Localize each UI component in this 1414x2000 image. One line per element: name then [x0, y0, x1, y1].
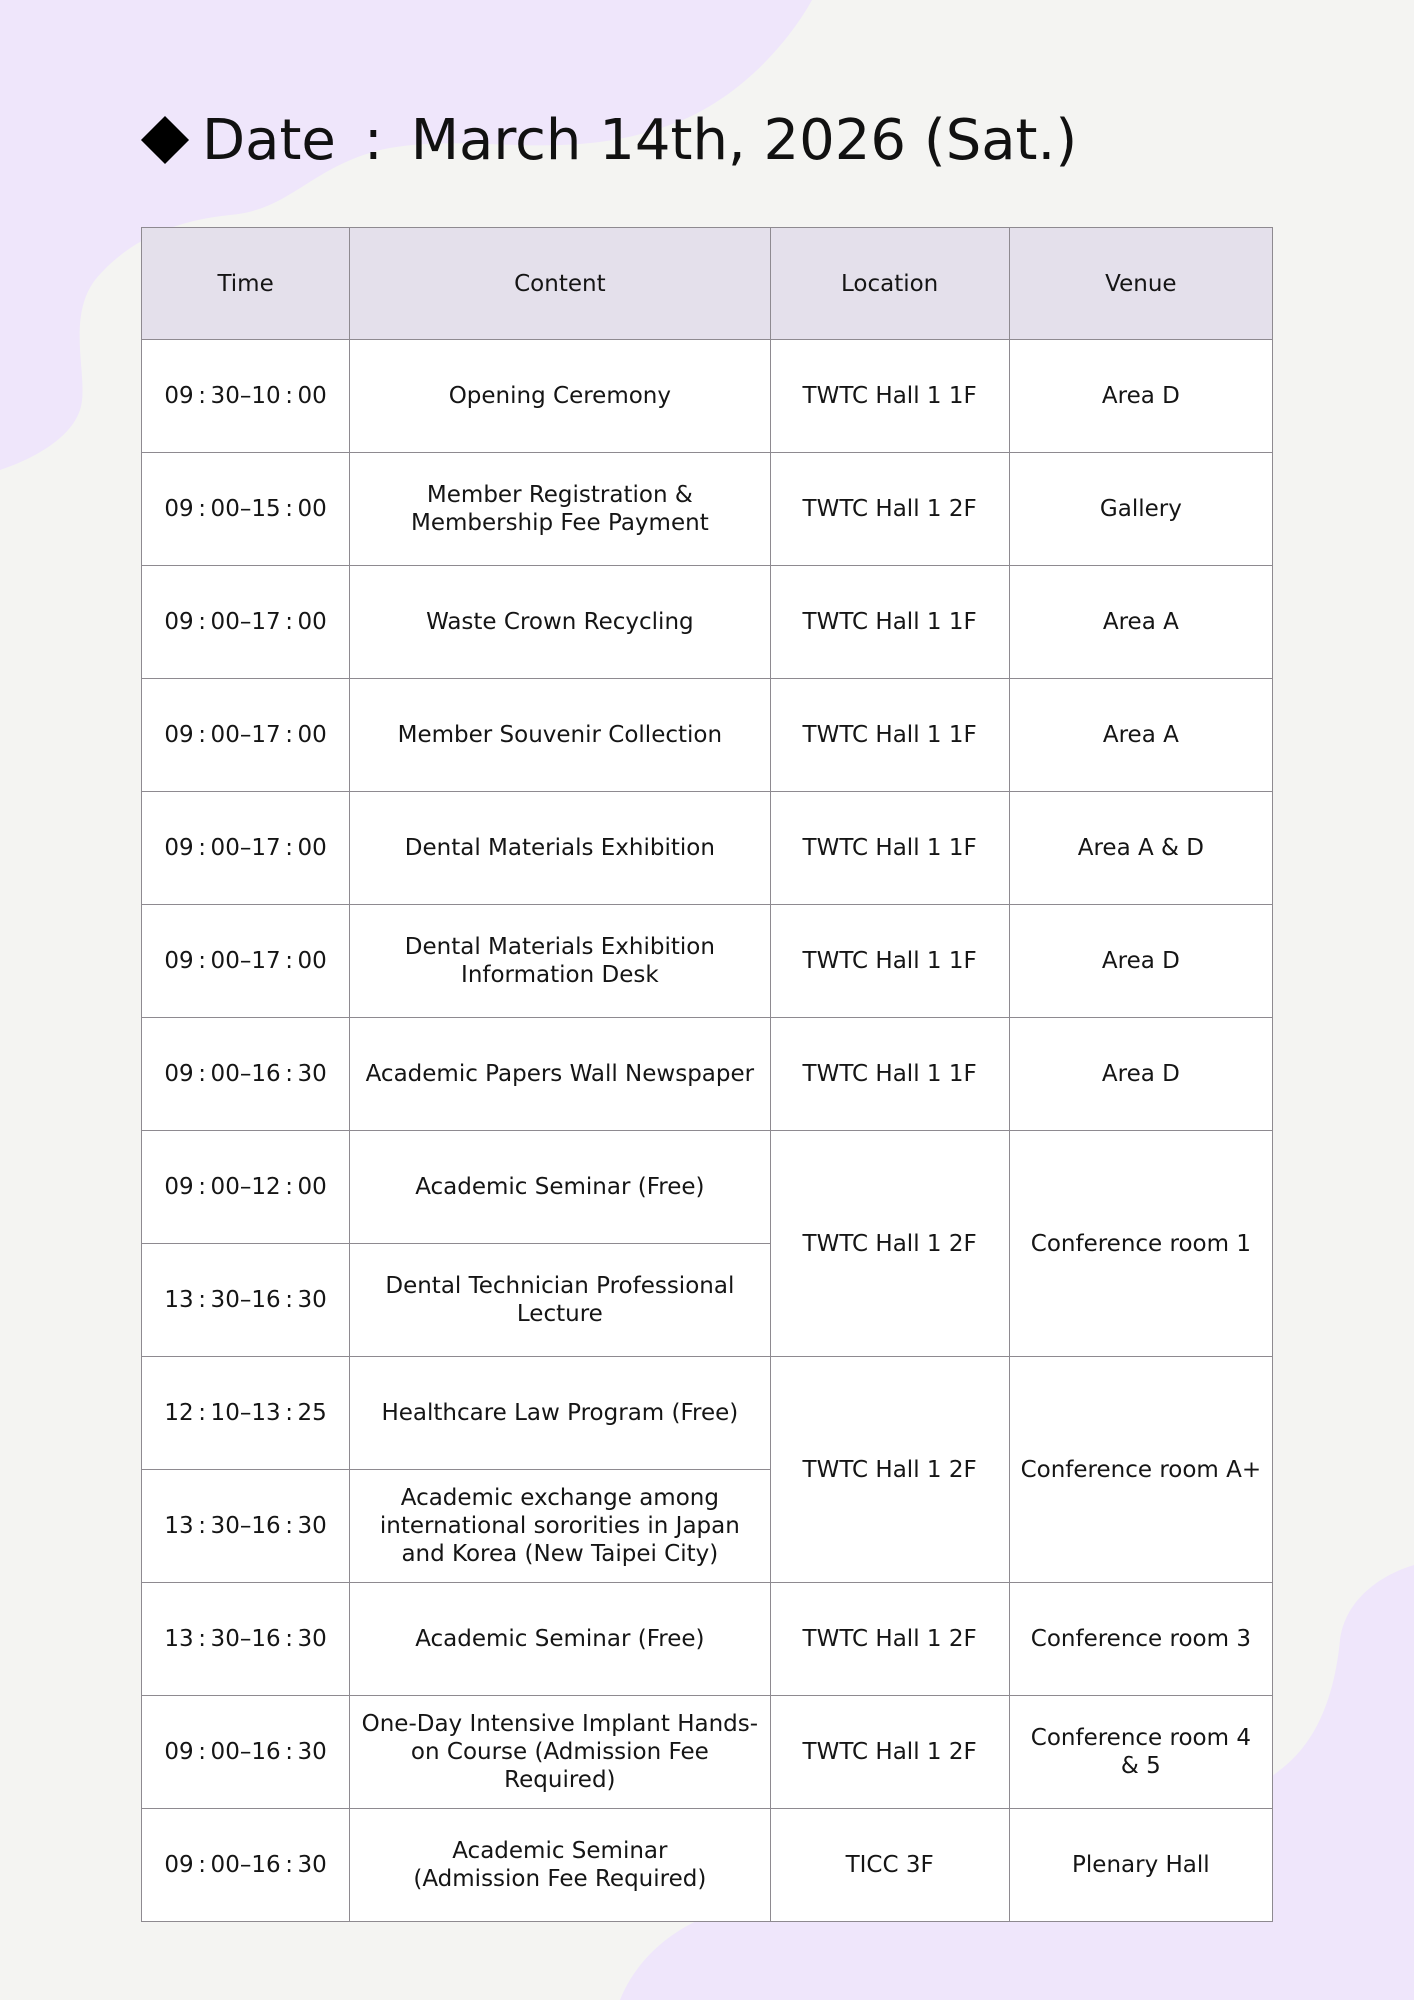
time-cell: 09 : 00–16 : 30 — [142, 1809, 350, 1922]
content-cell — [350, 453, 770, 566]
table-row — [142, 905, 1273, 1018]
cell-text-line: Lecture — [516, 1301, 603, 1327]
table-row — [142, 566, 1273, 679]
cell-text-line: Member Souvenir Collection — [397, 722, 723, 748]
table-row — [142, 1696, 1273, 1809]
table-row — [142, 1809, 1273, 1922]
cell-text-line: Waste Crown Recycling — [426, 609, 694, 635]
table-row — [142, 1357, 1273, 1470]
location-cell: TWTC Hall 1 1F — [770, 792, 1009, 905]
cell-text-line: Member Registration & — [426, 482, 693, 508]
page-title-text: Date : March 14th, 2026 (Sat.) — [202, 107, 1078, 173]
location-cell: TWTC Hall 1 1F — [770, 1018, 1009, 1131]
table-row — [142, 679, 1273, 792]
content-cell — [350, 566, 770, 679]
venue-cell — [1009, 792, 1272, 905]
cell-text-line: Conference room 4 — [1030, 1725, 1251, 1751]
table-row — [142, 1018, 1273, 1131]
table-row — [142, 792, 1273, 905]
content-cell — [350, 1131, 770, 1244]
cell-text-line: Information Desk — [461, 962, 659, 988]
content-cell — [350, 1018, 770, 1131]
header-venue: Venue — [1009, 228, 1272, 340]
content-cell — [350, 1696, 770, 1809]
cell-text-line: Plenary Hall — [1072, 1852, 1210, 1878]
table-row — [142, 453, 1273, 566]
venue-cell — [1009, 453, 1272, 566]
cell-text-line: Dental Technician Professional — [385, 1273, 735, 1299]
time-cell: 13 : 30–16 : 30 — [142, 1470, 350, 1583]
cell-text-line: Academic Seminar (Free) — [415, 1626, 705, 1652]
time-cell: 09 : 00–16 : 30 — [142, 1018, 350, 1131]
content-cell — [350, 792, 770, 905]
venue-cell — [1009, 1018, 1272, 1131]
venue-cell — [1009, 905, 1272, 1018]
time-cell: 12 : 10–13 : 25 — [142, 1357, 350, 1470]
time-cell: 09 : 00–17 : 00 — [142, 679, 350, 792]
venue-cell — [1009, 1583, 1272, 1696]
cell-text-line: One-Day Intensive Implant Hands- — [361, 1711, 759, 1737]
venue-cell — [1009, 1809, 1272, 1922]
location-cell: TWTC Hall 1 2F — [770, 1357, 1009, 1583]
time-cell: 09 : 00–16 : 30 — [142, 1696, 350, 1809]
venue-cell — [1009, 1357, 1272, 1583]
time-cell: 09 : 30–10 : 00 — [142, 340, 350, 453]
cell-text-line: Conference room A+ — [1020, 1456, 1262, 1483]
cell-text-line: Conference room 1 — [1030, 1230, 1251, 1257]
venue-cell — [1009, 1131, 1272, 1357]
content-cell — [350, 905, 770, 1018]
content-cell — [350, 1809, 770, 1922]
time-cell: 09 : 00–17 : 00 — [142, 566, 350, 679]
time-cell: 13 : 30–16 : 30 — [142, 1244, 350, 1357]
location-cell: TWTC Hall 1 2F — [770, 1131, 1009, 1357]
location-cell: TWTC Hall 1 2F — [770, 453, 1009, 566]
header-location: Location — [770, 228, 1009, 340]
location-cell: TWTC Hall 1 1F — [770, 679, 1009, 792]
cell-text-line: Dental Materials Exhibition — [404, 934, 715, 960]
location-cell: TWTC Hall 1 2F — [770, 1583, 1009, 1696]
schedule-table — [141, 227, 1273, 1922]
venue-cell — [1009, 679, 1272, 792]
page-title — [140, 100, 1077, 180]
time-cell: 09 : 00–17 : 00 — [142, 905, 350, 1018]
content-cell — [350, 340, 770, 453]
content-cell — [350, 1583, 770, 1696]
table-row — [142, 1583, 1273, 1696]
cell-text-line: Area A & D — [1077, 835, 1204, 861]
location-cell: TWTC Hall 1 1F — [770, 340, 1009, 453]
location-cell: TICC 3F — [770, 1809, 1009, 1922]
cell-text-line: Opening Ceremony — [448, 383, 671, 409]
content-cell — [350, 1470, 770, 1583]
header-time: Time — [142, 228, 350, 340]
venue-cell — [1009, 340, 1272, 453]
cell-text-line: & 5 — [1120, 1753, 1161, 1779]
cell-text-line: Area A — [1102, 609, 1179, 635]
cell-text-line: Academic Seminar (Free) — [415, 1174, 705, 1200]
table-body — [142, 340, 1273, 1922]
time-cell: 09 : 00–12 : 00 — [142, 1131, 350, 1244]
venue-cell — [1009, 566, 1272, 679]
venue-cell — [1009, 1696, 1272, 1809]
cell-text-line: Academic Seminar — [452, 1838, 668, 1864]
content-cell — [350, 1244, 770, 1357]
location-cell: TWTC Hall 1 2F — [770, 1696, 1009, 1809]
location-cell: TWTC Hall 1 1F — [770, 905, 1009, 1018]
cell-text-line: Membership Fee Payment — [410, 510, 709, 536]
cell-text-line: on Course (Admission Fee — [410, 1739, 709, 1765]
cell-text-line: and Korea (New Taipei City) — [401, 1541, 719, 1567]
cell-text-line: Dental Materials Exhibition — [404, 835, 715, 861]
table-header-row — [142, 228, 1273, 340]
cell-text-line: Area D — [1101, 383, 1180, 409]
cell-text-line: Conference room 3 — [1030, 1626, 1251, 1652]
time-cell: 09 : 00–17 : 00 — [142, 792, 350, 905]
cell-text-line: international sororities in Japan — [379, 1513, 740, 1539]
cell-text-line: Gallery — [1099, 496, 1182, 522]
content-cell — [350, 1357, 770, 1470]
time-cell: 13 : 30–16 : 30 — [142, 1583, 350, 1696]
cell-text-line: Academic Papers Wall Newspaper — [365, 1061, 755, 1087]
cell-text-line: (Admission Fee Required) — [413, 1866, 707, 1892]
diamond-icon — [140, 115, 190, 165]
cell-text-line: Healthcare Law Program (Free) — [381, 1400, 739, 1426]
content-cell — [350, 679, 770, 792]
cell-text-line: Area A — [1102, 722, 1179, 748]
cell-text-line: Area D — [1101, 1061, 1180, 1087]
location-cell: TWTC Hall 1 1F — [770, 566, 1009, 679]
table-row — [142, 1131, 1273, 1244]
header-content: Content — [350, 228, 770, 340]
cell-text-line: Required) — [504, 1767, 616, 1793]
table-row — [142, 340, 1273, 453]
time-cell: 09 : 00–15 : 00 — [142, 453, 350, 566]
cell-text-line: Area D — [1101, 948, 1180, 974]
cell-text-line: Academic exchange among — [400, 1485, 719, 1511]
